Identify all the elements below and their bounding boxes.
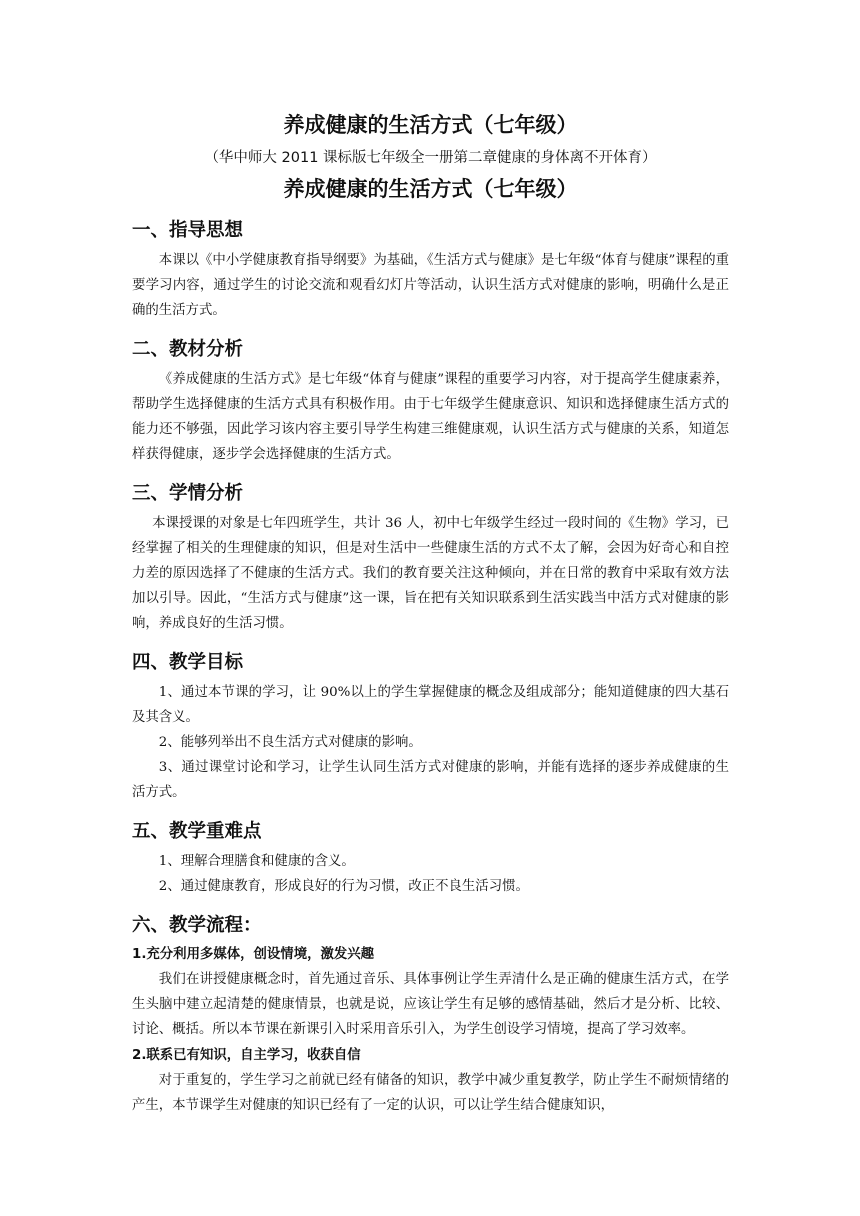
- document-title-repeat: 养成健康的生活方式（七年级）: [283, 177, 578, 201]
- document-title: 养成健康的生活方式（七年级）: [283, 113, 578, 137]
- difficulty-item: 1、理解合理膳食和健康的含义。: [158, 854, 355, 869]
- section-heading-guiding-ideology: 一、指导思想: [132, 220, 244, 241]
- subsection-heading-prior-knowledge: 2.联系已有知识，自主学习，收获自信: [132, 1048, 361, 1063]
- section-heading-teaching-goals: 四、教学目标: [132, 652, 244, 673]
- difficulty-item: 2、通过健康教育，形成良好的行为习惯，改正不良生活习惯。: [158, 879, 529, 894]
- section-paragraph: 本课授课的对象是七年四班学生，共计 36 人，初中七年级学生经过一段时间的《生物》学习，已经掌握了相关的生理健康的知识，但是对生活中一些健康生活的方式不太了解，会因为好奇心和自控力差的原因选择了不健康的生活方式。我们的教育要关注这种倾向，并在日常的教育中采取有效方法加以引导。因此，“生活方式与健康”这一课，旨在把有关知识联系到生活实践当中活方式对健康的影响，养成良好的生活习惯。: [132, 516, 729, 631]
- subsection-paragraph: 我们在讲授健康概念时，首先通过音乐、具体事例让学生弄清什么是正确的健康生活方式，在学生头脑中建立起清楚的健康情景，也就是说，应该让学生有足够的感情基础，然后才是分析、比较、讨论、概括。所以本节课在新课引入时采用音乐引入，为学生创设学习情境，提高了学习效率。: [132, 972, 729, 1037]
- section-heading-teaching-process: 六、教学流程：: [132, 915, 262, 936]
- subsection-paragraph: 对于重复的，学生学习之前就已经有储备的知识，教学中减少重复教学，防止学生不耐烦情绪的产生，本节课学生对健康的知识已经有了一定的认识，可以让学生结合健康知识，: [132, 1073, 729, 1113]
- section-heading-student-analysis: 三、学情分析: [132, 483, 244, 504]
- section-heading-key-difficulties: 五、教学重难点: [132, 821, 262, 842]
- section-paragraph: 《养成健康的生活方式》是七年级“体育与健康”课程的重要学习内容，对于提高学生健康素养，帮助学生选择健康的生活方式具有积极作用。由于七年级学生健康意识、知识和选择健康生活方式的能力还不够强，因此学习该内容主要引导学生构建三维健康观，认识生活方式与健康的关系，知道怎样获得健康，逐步学会选择健康的生活方式。: [132, 372, 729, 462]
- document-content: [132, 110, 729, 1118]
- goal-item: 3、通过课堂讨论和学习，让学生认同生活方式对健康的影响，并能有选择的逐步养成健康的生活方式。: [132, 760, 729, 800]
- section-heading-material-analysis: 二、教材分析: [132, 339, 244, 360]
- document-subtitle: （华中师大 2011 课标版七年级全一册第二章健康的身体离不开体育）: [204, 150, 657, 166]
- subsection-heading-multimedia: 1.充分利用多媒体，创设情境，激发兴趣: [132, 947, 375, 962]
- goal-item: 2、能够列举出不良生活方式对健康的影响。: [158, 735, 422, 750]
- goal-item: 1、通过本节课的学习，让 90%以上的学生掌握健康的概念及组成部分；能知道健康的四大基石及其含义。: [132, 685, 729, 725]
- section-paragraph: 本课以《中小学健康教育指导纲要》为基础，《生活方式与健康》是七年级“体育与健康”课程的重要学习内容，通过学生的讨论交流和观看幻灯片等活动，认识生活方式对健康的影响，明确什么是正确的生活方式。: [132, 253, 729, 318]
